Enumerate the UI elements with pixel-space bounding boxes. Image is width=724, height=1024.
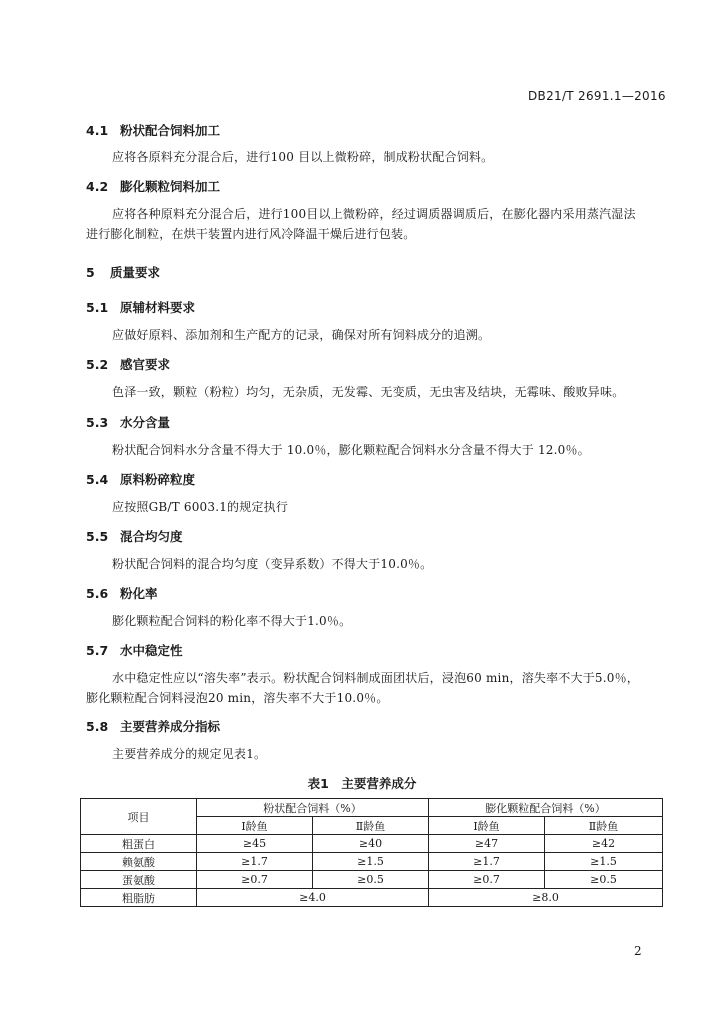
table-cell: ≥0.7 [197, 871, 313, 889]
section-5-4-heading [86, 470, 195, 488]
section-number: 5.6 [86, 586, 109, 601]
section-4-2-heading [86, 177, 220, 195]
table-cell: ≥1.5 [313, 853, 429, 871]
table-cell: ≥1.7 [429, 853, 545, 871]
section-5-1-body: 应做好原料、添加剂和生产配方的记录，确保对所有饲料成分的追溯。 [112, 328, 491, 342]
section-number: 5.4 [86, 472, 109, 487]
row-name: 蛋氨酸 [81, 871, 197, 889]
section-title: 膨化颗粒饲料加工 [120, 179, 221, 194]
section-5-7-body-line2: 膨化颗粒配合饲料浸泡20 min，溶失率不大于10.0％。 [86, 691, 389, 705]
page-number: 2 [634, 944, 642, 958]
subheader-cell: Ⅱ龄鱼 [545, 817, 663, 835]
section-5-4-body: 应按照GB/T 6003.1的规定执行 [112, 500, 289, 514]
row-name: 粗脂肪 [81, 889, 197, 907]
table-row [81, 889, 663, 907]
table-cell: ≥1.7 [197, 853, 313, 871]
section-5-6-heading [86, 584, 158, 602]
table-row [81, 853, 663, 871]
section-title: 质量要求 [110, 265, 161, 280]
section-number: 4.2 [86, 179, 109, 194]
section-title: 粉化率 [120, 586, 158, 601]
section-number: 5.1 [86, 300, 109, 315]
section-5-heading [86, 263, 160, 281]
section-number: 4.1 [86, 123, 109, 138]
section-number: 5 [86, 265, 95, 280]
section-title: 原料粉碎粒度 [120, 472, 196, 487]
section-5-2-heading [86, 355, 170, 373]
header-item: 项目 [81, 799, 197, 835]
section-number: 5.2 [86, 357, 109, 372]
section-5-5-body: 粉状配合饲料的混合均匀度（变异系数）不得大于10.0％。 [112, 557, 433, 571]
section-5-1-heading [86, 298, 195, 316]
section-number: 5.7 [86, 643, 109, 658]
section-title: 感官要求 [120, 357, 171, 372]
section-5-3-body: 粉状配合饲料水分含量不得大于 10.0％，膨化颗粒配合饲料水分含量不得大于 12.0％。 [112, 443, 590, 457]
subheader-cell: Ⅱ龄鱼 [313, 817, 429, 835]
table-row [81, 835, 663, 853]
section-5-7-body-line1: 水中稳定性应以“溶失率”表示。粉状配合饲料制成面团状后，浸泡60 min，溶失率不大于5.0％， [112, 671, 639, 685]
section-5-5-heading [86, 527, 183, 545]
table-cell: ≥1.5 [545, 853, 663, 871]
section-4-1-heading [86, 121, 220, 139]
section-title: 混合均匀度 [120, 529, 183, 544]
nutrition-table [80, 798, 663, 907]
header-group-extruded: 膨化颗粒配合饲料（%） [429, 799, 663, 817]
section-title: 主要营养成分指标 [120, 719, 221, 734]
standard-code: DB21/T 2691.1—2016 [528, 89, 666, 103]
section-title: 水分含量 [120, 415, 171, 430]
section-title: 水中稳定性 [120, 643, 183, 658]
table-row [81, 871, 663, 889]
table-header-row [81, 799, 663, 817]
section-number: 5.8 [86, 719, 109, 734]
section-5-3-heading [86, 413, 170, 431]
table-cell: ≥0.5 [313, 871, 429, 889]
table-cell: ≥0.7 [429, 871, 545, 889]
section-number: 5.5 [86, 529, 109, 544]
section-4-1-body: 应将各原料充分混合后，进行100 目以上微粉碎，制成粉状配合饲料。 [112, 150, 494, 164]
table-cell: ≥4.0 [197, 889, 429, 907]
row-name: 粗蛋白 [81, 835, 197, 853]
table-cell: ≥0.5 [545, 871, 663, 889]
section-number: 5.3 [86, 415, 109, 430]
subheader-cell: Ⅰ龄鱼 [429, 817, 545, 835]
section-5-6-body: 膨化颗粒配合饲料的粉化率不得大于1.0％。 [112, 614, 352, 628]
section-4-2-body-line1: 应将各种原料充分混合后，进行100目以上微粉碎，经过调质器调质后，在膨化器内采用蒸汽湿法 [112, 207, 636, 221]
table-cell: ≥40 [313, 835, 429, 853]
table-cell: ≥45 [197, 835, 313, 853]
header-group-powder: 粉状配合饲料（%） [197, 799, 429, 817]
section-5-2-body: 色泽一致，颗粒（粉粒）均匀，无杂质，无发霉、无变质，无虫害及结块，无霉味、酸败异味。 [112, 385, 625, 399]
table-cell: ≥42 [545, 835, 663, 853]
row-name: 赖氨酸 [81, 853, 197, 871]
subheader-cell: Ⅰ龄鱼 [197, 817, 313, 835]
table-cell: ≥47 [429, 835, 545, 853]
section-title: 粉状配合饲料加工 [120, 123, 221, 138]
section-5-7-heading [86, 641, 183, 659]
section-5-8-body: 主要营养成分的规定见表1。 [112, 747, 267, 761]
section-5-8-heading [86, 717, 220, 735]
table-cell: ≥8.0 [429, 889, 663, 907]
section-4-2-body-line2: 进行膨化制粒，在烘干装置内进行风冷降温干燥后进行包装。 [86, 227, 416, 241]
table-caption: 表1 主要营养成分 [307, 776, 417, 791]
section-title: 原辅材料要求 [120, 300, 196, 315]
